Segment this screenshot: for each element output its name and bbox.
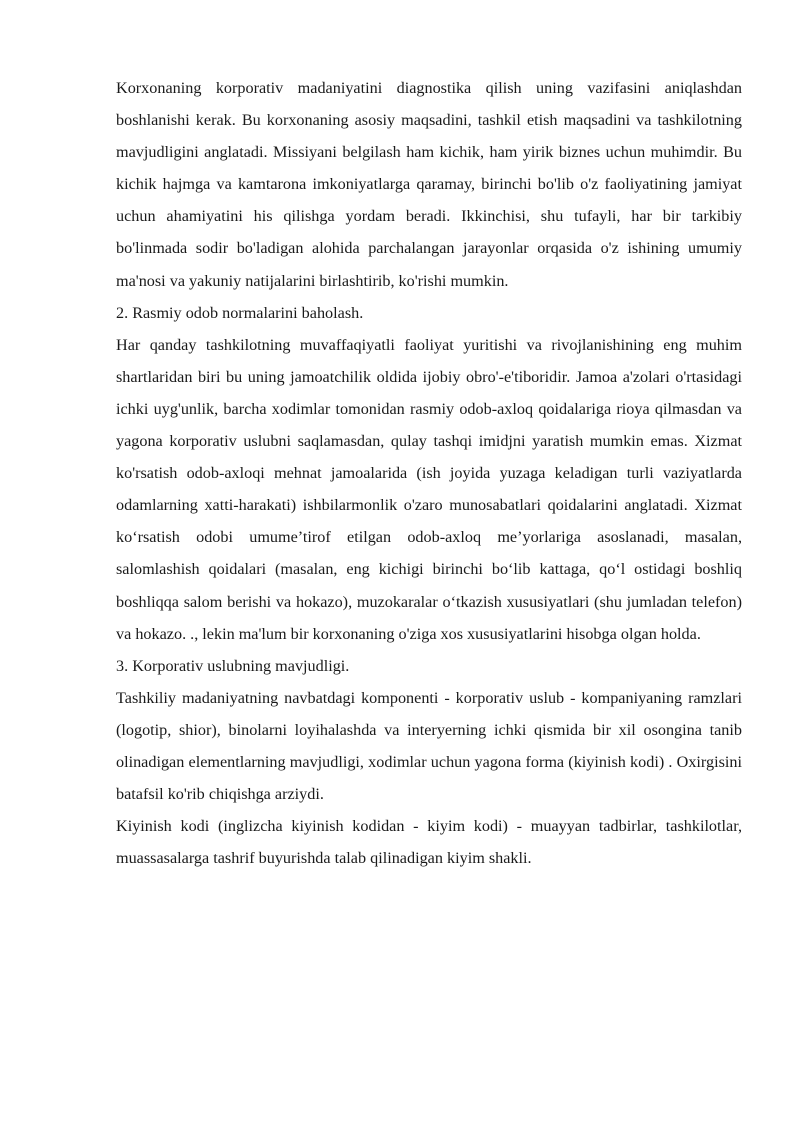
paragraph-corporate-style: Tashkiliy madaniyatning navbatdagi komponenti - korporativ uslub - kompaniyaning ramzlari (logotip, shior), binolarni loyihalashda va interyerning ichki qismida bir xil osongina tanib olinadigan elementlarning mavjudligi, xodimlar uchun yagona forma (kiyinish kodi) . Oxirgisini batafsil ko'rib chiqishga arziydi. [116, 688, 742, 804]
section-heading-corporate-style: 3. Korporativ uslubning mavjudligi. [116, 656, 350, 675]
paragraph-mission: Korxonaning korporativ madaniyatini diagnostika qilish uning vazifasini aniqlashdan boshlanishi kerak. Bu korxonaning asosiy maqsadini, tashkil etish maqsadini va tashkilotning mavjudligini anglatadi. Missiyani belgilash ham kichik, ham yirik biznes uchun muhimdir. Bu kichik hajmga va kamtarona imkoniyatlarga qaramay, birinchi bo'lib o'z faoliyatining jamiyat uchun ahamiyatini his qilishga yordam beradi. Ikkinchisi, shu tufayli, har bir tarkibiy bo'linmada sodir bo'ladigan alohida parchalangan jarayonlar orqasida o'z ishining umumiy ma'nosi va yakuniy natijalarini birlashtirib, ko'rishi mumkin. [116, 79, 742, 290]
paragraph-dress-code: Kiyinish kodi (inglizcha kiyinish kodidan - kiyim kodi) - muayyan tadbirlar, tashkilotlar, muassasalarga tashrif buyurishda talab qilinadigan kiyim shakli. [116, 817, 742, 868]
paragraph-etiquette: Har qanday tashkilotning muvaffaqiyatli faoliyat yuritishi va rivojlanishining eng muhim shartlaridan biri bu uning jamoatchilik oldida ijobiy obro'-e'tiboridir. Jamoa a'zolari o'rtasidagi ichki uyg'unlik, barcha xodimlar tomonidan rasmiy odob-axloq qoidalariga rioya qilmasdan va yagona korporativ uslubni saqlamasdan, qulay tashqi imidjni yaratish mumkin emas. Xizmat ko'rsatish odob-axloqi mehnat jamoalarida (ish joyida yuzaga keladigan turli vaziyatlarda odamlarning xatti-harakati) ishbilarmonlik o'zaro munosabatlari qoidalarini anglatadi. Xizmat ko‘rsatish odobi umume’tirof etilgan odob-axloq me’yorlariga asoslanadi, masalan, salomlashish qoidalari (masalan, eng kichigi birinchi bo‘lib kattaga, qo‘l ostidagi boshliq boshliqqa salom berishi va hokazo), muzokaralar o‘tkazish xususiyatlari (shu jumladan telefon) va hokazo. ., lekin ma'lum bir korxonaning o'ziga xos xususiyatlarini hisobga olgan holda. [116, 335, 742, 643]
document-page [116, 72, 742, 874]
section-heading-etiquette: 2. Rasmiy odob normalarini baholash. [116, 303, 364, 322]
